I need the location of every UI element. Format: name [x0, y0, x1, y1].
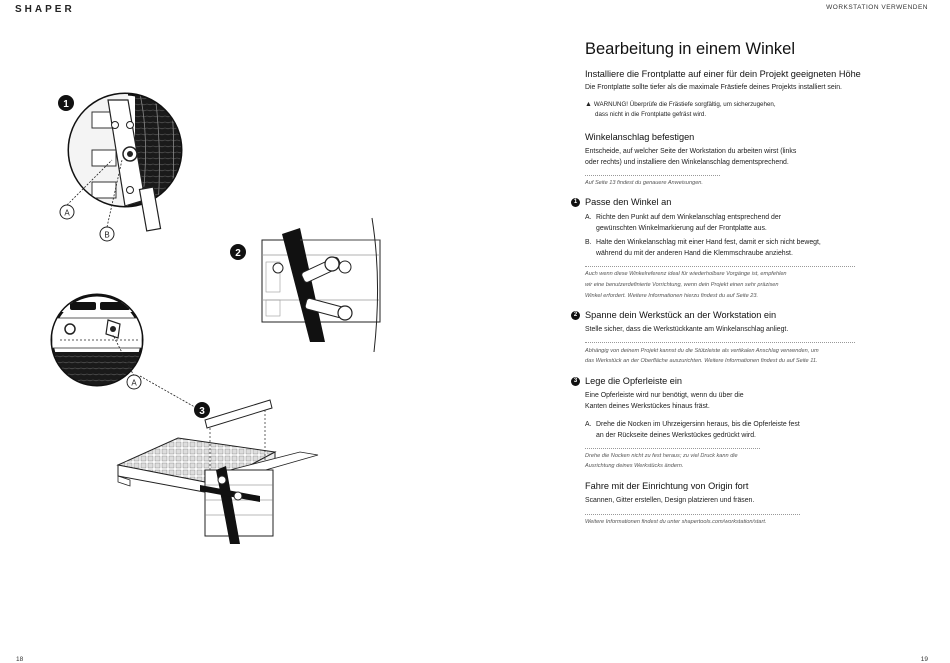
intro-heading: Installiere die Frontplatte auf einer für dein Projekt geeigneten Höhe	[585, 69, 861, 79]
step-1-b-line-2: während du mit der anderen Hand die Klemmschraube anziehst.	[596, 250, 793, 257]
fence-text-2: oder rechts) und installiere den Winkelanschlag dementsprechend.	[585, 159, 789, 166]
svg-text:B: B	[104, 230, 110, 240]
divider	[585, 342, 855, 343]
fence-text-1: Entscheide, auf welcher Seite der Workstation du arbeiten wirst (links	[585, 148, 797, 155]
svg-text:A: A	[64, 208, 70, 218]
step-2-number: 2	[571, 311, 580, 320]
step-2-note-2: das Werkstück an der Oberfläche auszurichten. Weitere Informationen findest du auf Seite 11.	[585, 358, 818, 364]
step-3-number: 3	[571, 377, 580, 386]
svg-text:1: 1	[63, 99, 69, 110]
step-3-text-1: Eine Opferleiste wird nur benötigt, wenn du über die	[585, 392, 744, 399]
detail-clamp-2	[230, 218, 380, 352]
fence-heading: Winkelanschlag befestigen	[585, 132, 695, 142]
step-1-heading: Passe den Winkel an	[585, 197, 672, 207]
warning-icon: ▲	[585, 101, 592, 108]
step-3-heading: Lege die Opferleiste ein	[585, 376, 683, 386]
page-number-left: 18	[16, 656, 24, 663]
svg-text:A: A	[131, 378, 137, 388]
step-1-a-marker: A.	[585, 214, 592, 221]
step-1-a-line-2: gewünschten Winkelmarkierung auf der Frontplatte aus.	[596, 225, 767, 232]
step-3-a-marker: A.	[585, 421, 592, 428]
intro-text: Die Frontplatte sollte tiefer als die maximale Frästiefe deines Projekts installiert sein.	[585, 84, 842, 91]
svg-text:2: 2	[235, 248, 241, 259]
detail-circle-1	[58, 94, 185, 241]
workstation-overview-3	[118, 400, 318, 544]
step-1-item-a	[585, 212, 781, 223]
step-1-note-3: Winkel erfordert. Weitere Informationen hierzu findest du auf Seite 23.	[585, 293, 759, 299]
step-1-b-marker: B.	[585, 239, 592, 246]
step-3-text-2: Kanten deines Werkstückes hinaus fräst.	[585, 403, 710, 410]
page-number-right: 19	[920, 656, 928, 663]
step-1-b-line-1: Halte den Winkelanschlag mit einer Hand fest, damit er sich nicht bewegt,	[596, 239, 821, 246]
step-2-text: Stelle sicher, dass die Werkstückkante am Winkelanschlag anliegt.	[585, 326, 789, 333]
step-1-note-1: Auch wenn diese Winkelreferenz ideal für wiederholbare Vorgänge ist, empfehlen	[585, 271, 787, 277]
svg-text:3: 3	[199, 406, 205, 417]
step-1-number: 1	[571, 198, 580, 207]
step-3-item-a	[585, 419, 800, 430]
divider	[585, 514, 800, 515]
detail-circle-cam	[52, 295, 200, 410]
divider	[585, 266, 855, 267]
shaper-logo: SHAPER	[15, 4, 75, 15]
final-text: Scannen, Gitter erstellen, Design platzieren und fräsen.	[585, 497, 755, 504]
final-heading: Fahre mit der Einrichtung von Origin fort	[585, 481, 749, 491]
final-note: Weitere Informationen findest du unter shapertools.com/workstation/start.	[585, 519, 767, 525]
fence-note: Auf Seite 13 findest du genauere Anweisungen.	[585, 180, 703, 186]
step-1-item-b	[585, 237, 821, 248]
divider	[585, 448, 760, 449]
step-2-heading: Spanne dein Werkstück an der Workstation ein	[585, 310, 777, 320]
assembly-illustration	[0, 0, 470, 663]
warning-line-1: WARNUNG! Überprüfe die Frästiefe sorgfältig, um sicherzugehen,	[593, 101, 776, 108]
step-3-note-1: Drehe die Nocken nicht zu fest heraus; zu viel Druck kann die	[585, 453, 738, 459]
divider	[585, 175, 720, 176]
warning-line-2: dass nicht in die Frontplatte gefräst wird.	[595, 111, 707, 118]
section-label: WORKSTATION VERWENDEN	[826, 4, 928, 11]
step-3-note-2: Ausrichtung deines Werkstücks ändern.	[585, 463, 684, 469]
step-1-a-line-1: Richte den Punkt auf dem Winkelanschlag entsprechend der	[596, 214, 782, 221]
step-3-a-line-1: Drehe die Nocken im Uhrzeigersinn heraus, bis die Opferleiste fest	[596, 421, 800, 428]
page-title: Bearbeitung in einem Winkel	[585, 40, 796, 58]
step-2-note-1: Abhängig von deinem Projekt kannst du die Stützleiste als vertikalen Anschlag verwenden, um	[585, 348, 819, 354]
step-3-a-line-2: an der Rückseite deines Werkstückes gedrückt wird.	[596, 432, 756, 439]
step-1-note-2: wir eine benutzerdefinierte Vorrichtung, wenn dein Projekt einen sehr präzisen	[585, 282, 779, 288]
